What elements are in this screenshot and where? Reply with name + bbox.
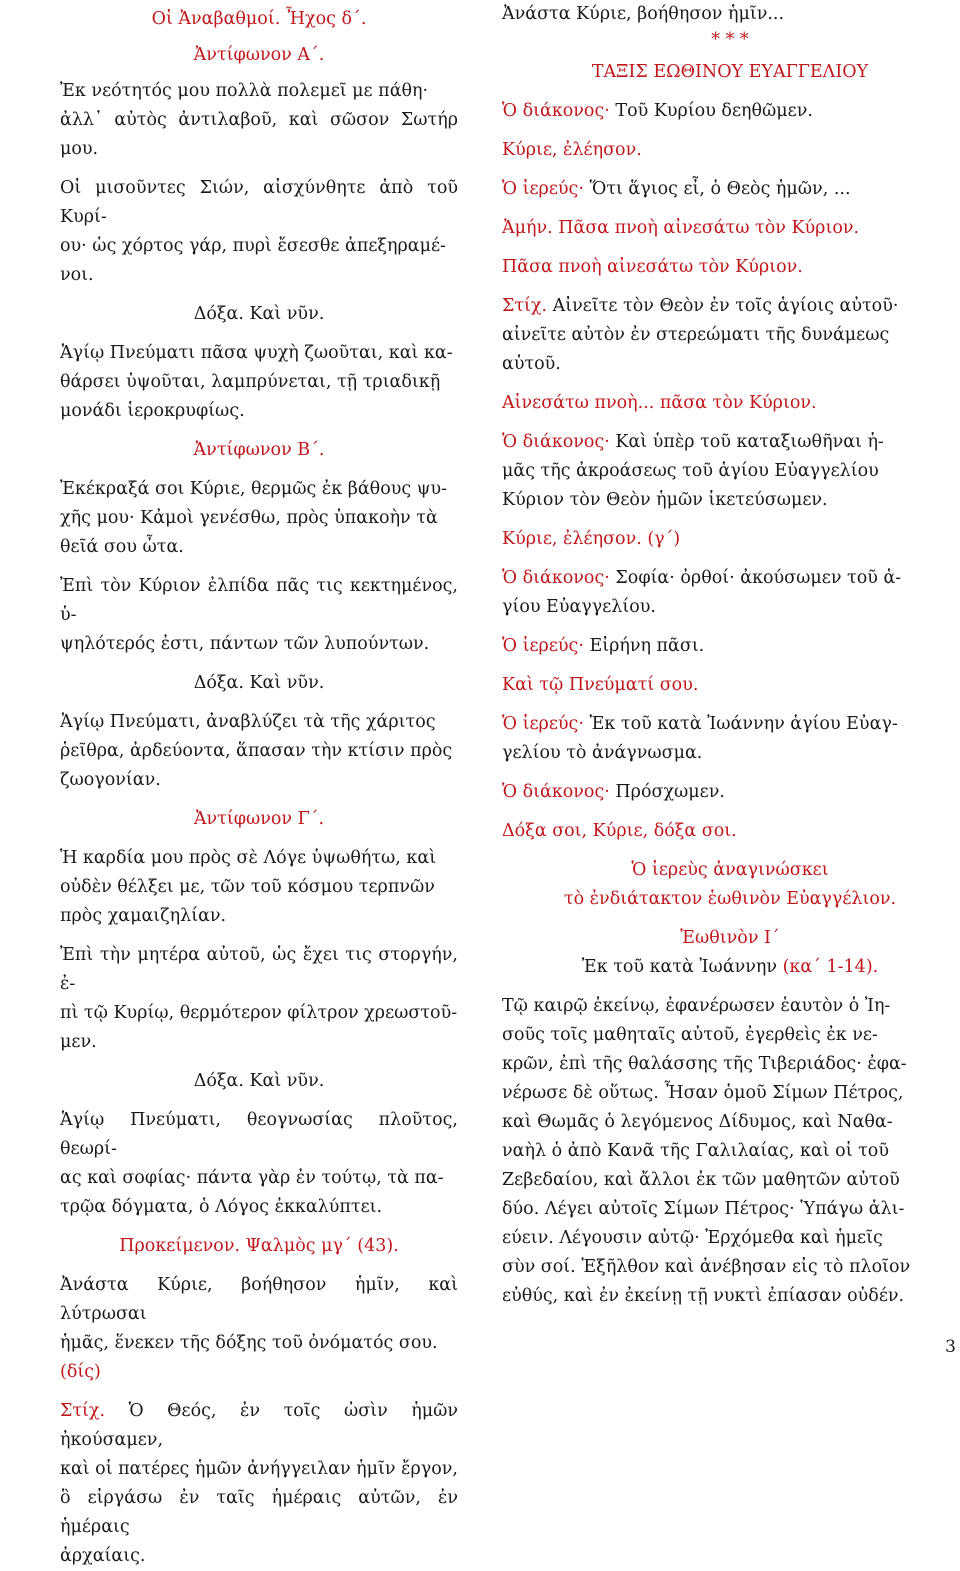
prokeimenon-heading: Προκείμενον. Ψαλμὸς μγ΄ (43). <box>119 1236 399 1256</box>
antiphon-c-heading: Ἀντίφωνον Γ΄. <box>193 809 325 829</box>
spirit-response: Καὶ τῷ Πνεύματί σου. <box>502 675 699 695</box>
pasa-pnoi-response: Πᾶσα πνοὴ αἰνεσάτω τὸν Κύριον. <box>502 257 803 277</box>
prokeimenon-verse: Στίχ. Ὁ Θεός, ἐν τοῖς ὠσὶν ἡμῶν ἠκούσαμεν, καὶ οἱ πατέρες ἡμῶν ἀνήγγειλαν ἡμῖν ἔργον, ὃ εἰργάσω ἐν ταῖς ἡμέραις αὐτῶν, ἐν ἡμέραις ἀρχαίαις. <box>60 1401 458 1566</box>
priest-exclamation: Ὁ ἱερεύς· Ὅτι ἅγιος εἶ, ὁ Θεὸς ἡμῶν, ... <box>502 179 851 199</box>
kyrie-thrice-response: Κύριε, ἐλέησον. (γ΄) <box>502 529 681 549</box>
eothinon-heading: Ἑωθινὸν Ι΄ <box>680 928 780 948</box>
antiphon-c-verse-2: Ἐπὶ τὴν μητέρα αὐτοῦ, ὡς ἔχει τις στοργήν, ἐ- πὶ τῷ Κυρίῳ, θερμότερον φίλτρον χρεωστοῦ- μεν. <box>60 945 458 1052</box>
stich-label: Στίχ. <box>502 296 548 316</box>
priest-reading-announce: Ὁ ἱερεύς· Ἐκ τοῦ κατὰ Ἰωάννην ἁγίου Εὐαγ- γελίου τὸ ἀνάγνωσμα. <box>502 714 898 763</box>
section-heading: Οἱ Ἀναβαθμοί. Ἦχος δ΄. <box>151 9 367 29</box>
priest-peace: Ὁ ἱερεύς· Εἰρήνη πᾶσι. <box>502 636 705 656</box>
ainesato-response: Αἰνεσάτω πνοὴ... πᾶσα τὸν Κύριον. <box>502 393 817 413</box>
stich-label: Στίχ. <box>60 1401 106 1421</box>
psalm-verse: Στίχ. Αἰνεῖτε τὸν Θεὸν ἐν τοῖς ἁγίοις αὐτοῦ· αἰνεῖτε αὐτὸν ἐν στερεώματι τῆς δυνάμεως αὐτοῦ. <box>502 296 899 374</box>
prokeimenon-text: Ἀνάστα Κύριε, βοήθησον ἡμῖν, καὶ λύτρωσαι ἡμᾶς, ἕνεκεν τῆς δόξης τοῦ ὀνόματός σου. (δίς) <box>60 1271 458 1387</box>
antiphon-b-heading: Ἀντίφωνον Β΄. <box>193 440 325 460</box>
antiphon-a-doxa: Δόξα. Καὶ νῦν. <box>193 304 325 324</box>
kyrie-response: Κύριε, ἐλέησον. <box>502 140 642 160</box>
deacon-attend: Ὁ διάκονος· Πρόσχωμεν. <box>502 782 725 802</box>
right-column <box>502 0 958 1311</box>
anasta-line: Ἀνάστα Κύριε, βοήθησον ἡμῖν... <box>502 4 785 24</box>
rubric-note: Ὁ ἱερεὺς ἀναγινώσκει τὸ ἐνδιάτακτον ἑωθινὸν Εὐαγγέλιον. <box>563 860 897 909</box>
gospel-text: Τῷ καιρῷ ἐκείνῳ, ἐφανέρωσεν ἑαυτὸν ὁ Ἰη- σοῦς τοῖς μαθηταῖς αὐτοῦ, ἐγερθεὶς ἐκ νε- κρῶν, ἐπὶ τῆς θαλάσσης τῆς Τιβεριάδος· ἐφα- νέρωσε δὲ οὕτως. Ἦσαν ὁμοῦ Σίμων Πέτρος, καὶ Θωμᾶς ὁ λεγόμενος Δίδυμος, καὶ Ναθα- ναὴλ ὁ ἀπὸ Κανᾶ τῆς Γαλιλαίας, καὶ οἱ τοῦ Ζεβεδαίου, καὶ ἄλλοι ἐκ τῶν μαθητῶν αὐτοῦ δύο. Λέγει αὐτοῖς Σίμων Πέτρος· Ὑπάγω ἁλι- εύειν. Λέγουσιν αὐτῷ· Ἐρχόμεθα καὶ ἡμεῖς σὺν σοί. Ἐξῆλθον καὶ ἀνέβησαν εἰς τὸ πλοῖον εὐθύς, καὶ ἐν ἐκείνῃ τῇ νυκτὶ ἐπίασαν οὐδέν. <box>502 996 911 1306</box>
deacon-petition: Ὁ διάκονος· Τοῦ Κυρίου δεηθῶμεν. <box>502 101 813 121</box>
deacon-wisdom: Ὁ διάκονος· Σοφία· ὀρθοί· ἀκούσωμεν τοῦ ἁ- γίου Εὐαγγελίου. <box>502 568 902 617</box>
antiphon-b-doxa: Δόξα. Καὶ νῦν. <box>193 673 325 693</box>
antiphon-c-verse-3: Ἁγίῳ Πνεύματι, θεογνωσίας πλοῦτος, θεωρί- ας καὶ σοφίας· πάντα γὰρ ἐν τούτῳ, τὰ πα- τρῷα δόγματα, ὁ Λόγος ἐκκαλύπτει. <box>60 1110 458 1217</box>
antiphon-b-verse-1: Ἐκέκραξά σοι Κύριε, θερμῶς ἐκ βάθους ψυ- χῆς μου· Κἀμοὶ γενέσθω, πρὸς ὑπακοὴν τὰ θεῖά σου ὦτα. <box>60 479 448 557</box>
prokeimenon-dis: (δίς) <box>60 1362 101 1382</box>
antiphon-b-verse-3: Ἁγίῳ Πνεύματι, ἀναβλύζει τὰ τῆς χάριτος ῥεῖθρα, ἀρδεύοντα, ἅπασαν τὴν κτίσιν πρὸς ζωογονίαν. <box>60 712 453 790</box>
antiphon-a-heading: Ἀντίφωνον Α΄. <box>193 45 325 65</box>
antiphon-a-verse-1: Ἐκ νεότητός μου πολλὰ πολεμεῖ με πάθη· ἀλλ᾽ αὐτὸς ἀντιλαβοῦ, καὶ σῶσον Σωτήρ μου. <box>60 81 458 159</box>
section-separator: * * * <box>711 30 749 50</box>
antiphon-b-verse-2: Ἐπὶ τὸν Κύριον ἐλπίδα πᾶς τις κεκτημένος, ὑ- ψηλότερός ἐστι, πάντων τῶν λυπούντων. <box>60 576 458 654</box>
antiphon-c-doxa: Δόξα. Καὶ νῦν. <box>193 1071 325 1091</box>
gospel-reference: Ἐκ τοῦ κατὰ Ἰωάννην (κα΄ 1-14). <box>581 957 879 977</box>
antiphon-c-verse-1: Ἡ καρδία μου πρὸς σὲ Λόγε ὑψωθήτω, καὶ οὐδὲν θέλξει με, τῶν τοῦ κόσμου τερπνῶν πρὸς χαμαιζηλίαν. <box>60 848 437 926</box>
amen-response: Ἀμήν. Πᾶσα πνοὴ αἰνεσάτω τὸν Κύριον. <box>502 218 860 238</box>
gospel-order-heading: ΤΑΞΙΣ ΕΩΘΙΝΟΥ ΕΥΑΓΓΕΛΙΟΥ <box>591 62 869 82</box>
antiphon-a-verse-2: Οἱ μισοῦντες Σιών, αἰσχύνθητε ἀπὸ τοῦ Κυρί- ου· ὡς χόρτος γάρ, πυρὶ ἔσεσθε ἀπεξηραμέ- νοι. <box>60 178 458 285</box>
left-column <box>60 0 458 1571</box>
page-number: 3 <box>945 1337 956 1357</box>
glory-response: Δόξα σοι, Κύριε, δόξα σοι. <box>502 821 737 841</box>
antiphon-a-verse-3: Ἁγίῳ Πνεύματι πᾶσα ψυχὴ ζωοῦται, καὶ κα- θάρσει ὑψοῦται, λαμπρύνεται, τῇ τριαδικῇ μονάδι ἱεροκρυφίως. <box>60 343 453 421</box>
deacon-gospel-petition: Ὁ διάκονος· Καὶ ὑπὲρ τοῦ καταξιωθῆναι ἡ- μᾶς τῆς ἀκροάσεως τοῦ ἁγίου Εὐαγγελίου Κύριον τὸν Θεὸν ἡμῶν ἱκετεύσωμεν. <box>502 432 884 510</box>
